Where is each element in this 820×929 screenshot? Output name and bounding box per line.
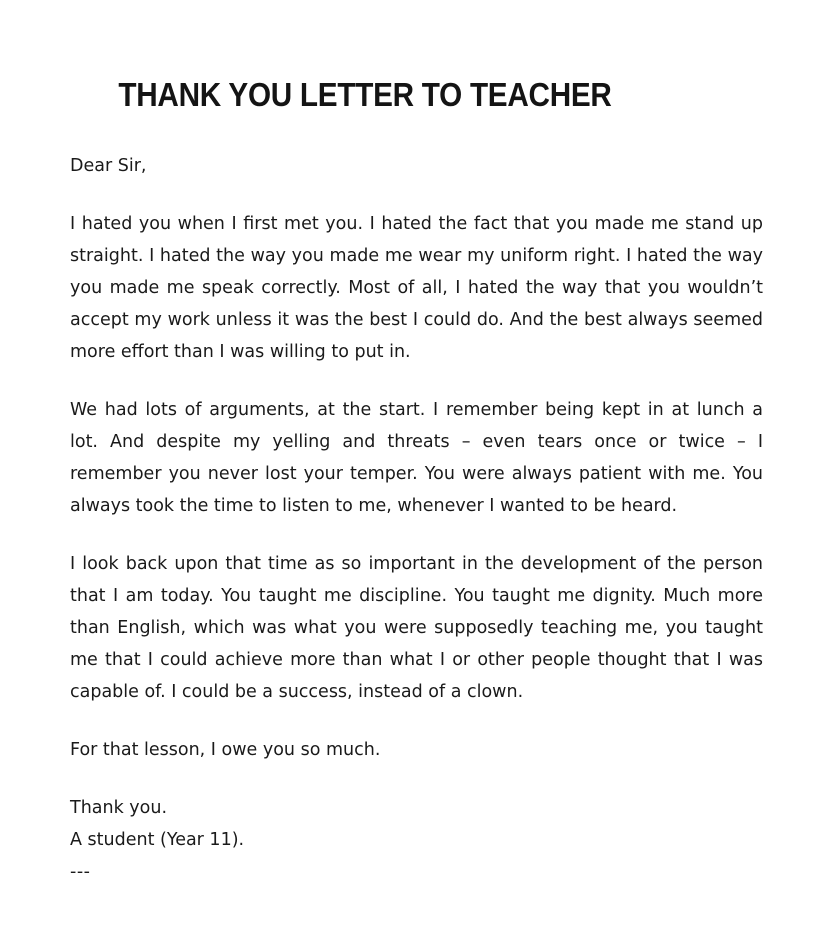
letter-separator: --- xyxy=(70,862,91,882)
signoff-thanks: Thank you. xyxy=(70,798,168,818)
letter-salutation: Dear Sir, xyxy=(70,156,147,176)
letter-paragraph-3: I look back upon that time as so important in the development of the person that I am today. You taught me discipline. You taught me dignity. Much more than English, which was what you were supposedly teaching me, you taught me that I could achieve more than what I or other people thought that I was capable of. I could be a success, instead of a clown. xyxy=(70,554,763,702)
letter-paragraph-2: We had lots of arguments, at the start. I remember being kept in at lunch a lot. And despite my yelling and threats – even tears once or twice – I remember you never lost your temper. You were always patient with me. You always took the time to listen to me, whenever I wanted to be heard. xyxy=(70,400,763,516)
letter-paragraph-4: For that lesson, I owe you so much. xyxy=(70,740,381,760)
letter-paragraph-1: I hated you when I first met you. I hated the fact that you made me stand up straight. I hated the way you made me wear my uniform right. I hated the way you made me speak correctly. Most of all, I hated the way that you wouldn’t accept my work unless it was the best I could do. And the best always seemed more effort than I was willing to put in. xyxy=(70,214,763,362)
letter-signoff xyxy=(70,792,763,888)
signoff-signature: A student (Year 11). xyxy=(70,830,245,850)
page-title: THANK YOU LETTER TO TEACHER xyxy=(118,76,612,114)
letter-body xyxy=(70,150,763,914)
